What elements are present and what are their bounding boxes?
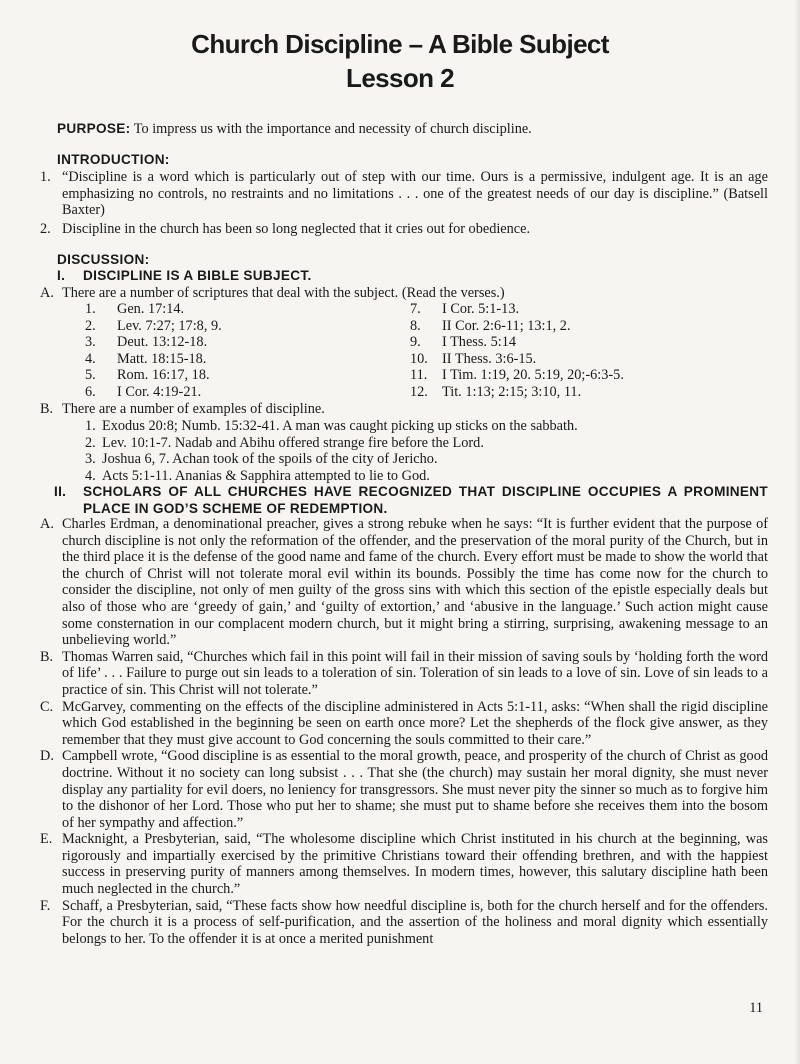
- section-2-heading-row: [40, 484, 768, 517]
- example-item: [85, 468, 770, 485]
- scripture-number: 10.: [410, 350, 428, 367]
- section-2-marker: II.: [54, 484, 67, 499]
- scripture-number: 6.: [85, 383, 96, 400]
- section-1-heading: DISCIPLINE IS A BIBLE SUBJECT.: [83, 268, 312, 283]
- scripture-number: 12.: [410, 383, 428, 400]
- intro-item: [40, 221, 768, 238]
- quote-text: Campbell wrote, “Good discipline is as essential to the moral growth, peace, and prosperity of the church of Christ as good doctrine. Without it no society can long subsist . . . That she (the church) may sustain her moral dignity, she must never display any partiality for evil doers, no leniency for transgressors. She must never pity the sinner so much as to forgive him to the dishonor of her Lord. Those who put her to shame; she must put to shame before she receives them into the bosom of her sympathy and affection.”: [62, 748, 768, 831]
- intro-marker: 1.: [40, 169, 51, 185]
- quote-marker: C.: [40, 698, 54, 715]
- example-number: 2.: [85, 434, 96, 451]
- section-2-heading: SCHOLARS OF ALL CHURCHES HAVE RECOGNIZED THAT DISCIPLINE OCCUPIES A PROMINENT PLACE IN GOD’S SCHEME OF REDEMPTION.: [83, 484, 768, 516]
- section-1-heading-row: [40, 268, 768, 285]
- scripture-number: 8.: [410, 317, 421, 334]
- scripture-ref: Rom. 16:17, 18.: [117, 367, 210, 384]
- title-line-1: Church Discipline – A Bible Subject: [191, 29, 609, 59]
- intro-text: “Discipline is a word which is particularly out of step with our time. Ours is a permissive, indulgent age. It is an age emphasizing no controls, no restraints and no limitations . . . one of the greatest needs of our day is discipline.” (Batsell Baxter): [62, 169, 768, 219]
- quote-item: [40, 898, 768, 948]
- scripture-number: 5.: [85, 367, 96, 384]
- scripture-ref: I Cor. 4:19-21.: [117, 383, 202, 400]
- example-text: Joshua 6, 7. Achan took of the spoils of the city of Jericho.: [102, 451, 438, 468]
- purpose-label: PURPOSE:: [57, 121, 131, 136]
- page-title: [0, 27, 800, 95]
- quote-text: Macknight, a Presbyterian, said, “The wholesome discipline which Christ instituted in his church at the beginning, was rigorously and impartially exercised by the primitive Christians toward their offending brethren, and with the happiest success in preserving purity of manners among themselves. In modern times, however, this salutary discipline hath been much neglected in the church.”: [62, 831, 768, 898]
- point-a: [40, 285, 768, 302]
- example-item: [85, 435, 770, 452]
- point-a-marker: A.: [40, 284, 54, 301]
- point-a-text: There are a number of scriptures that deal with the subject. (Read the verses.): [62, 284, 505, 301]
- example-number: 4.: [85, 467, 96, 484]
- quotes-list: [40, 516, 768, 947]
- scripture-number: 11.: [410, 367, 428, 384]
- section-2: [40, 484, 768, 517]
- section-1-marker: I.: [57, 268, 66, 283]
- quote-marker: D.: [40, 748, 54, 765]
- quote-item: [40, 516, 768, 649]
- example-text: Lev. 10:1-7. Nadab and Abihu offered strange fire before the Lord.: [102, 434, 484, 451]
- quote-item: [40, 649, 768, 699]
- scripture-number: 7.: [410, 301, 421, 317]
- introduction-list: [40, 169, 768, 237]
- page-edge-shadow: [794, 0, 800, 1064]
- discussion-heading: DISCUSSION:: [57, 252, 150, 267]
- scripture-number: 9.: [410, 334, 421, 351]
- scripture-number: 4.: [85, 350, 96, 367]
- page-number: 11: [749, 1000, 763, 1016]
- scripture-ref: Lev. 7:27; 17:8, 9.: [117, 317, 222, 334]
- examples-list: [85, 418, 770, 484]
- point-b-marker: B.: [40, 401, 54, 417]
- quote-item: [40, 831, 768, 897]
- section-1: [40, 268, 768, 301]
- example-text: Exodus 20:8; Numb. 15:32-41. A man was caught picking up sticks on the sabbath.: [102, 418, 578, 434]
- title-line-2: Lesson 2: [346, 63, 454, 93]
- intro-marker: 2.: [40, 220, 51, 237]
- scripture-ref: Gen. 17:14.: [117, 301, 185, 317]
- scripture-ref: I Thess. 5:14: [442, 334, 516, 351]
- quote-marker: E.: [40, 831, 53, 848]
- purpose-paragraph: [57, 121, 770, 138]
- example-number: 1.: [85, 418, 96, 434]
- example-item: [85, 451, 770, 468]
- quote-text: Thomas Warren said, “Churches which fail in this point will fail in their mission of saving souls by ‘holding forth the word of life’ . . . Failure to purge out sin leads to a toleration of sin. Toleration of sin leads to a love of sin. Love of sin leads to a practice of sin. This Christ will not tolerate.”: [62, 648, 768, 698]
- purpose-text: To impress us with the importance and necessity of church discipline.: [133, 121, 532, 137]
- point-b: [40, 401, 768, 418]
- scripture-number: 1.: [85, 301, 96, 317]
- scripture-ref: II Thess. 3:6-15.: [442, 350, 537, 367]
- quote-text: McGarvey, commenting on the effects of the discipline administered in Acts 5:1-11, asks: “When shall the rigid discipline which God established in the beginning be seen on earth once more? Let the shepherds of the flock give answer, as they remember that they must give account to God concerning the souls committed to their care.”: [62, 698, 768, 748]
- introduction-heading: INTRODUCTION:: [57, 152, 170, 167]
- point-b-row: [40, 401, 768, 418]
- scripture-ref: Deut. 13:12-18.: [117, 334, 208, 351]
- example-item: [85, 418, 770, 435]
- example-number: 3.: [85, 451, 96, 468]
- scripture-ref: Tit. 1:13; 2:15; 3:10, 11.: [442, 383, 582, 400]
- scripture-ref: I Tim. 1:19, 20. 5:19, 20;-6:3-5.: [442, 367, 624, 384]
- scripture-number: 2.: [85, 317, 96, 334]
- example-text: Acts 5:1-11. Ananias & Sapphira attempted to lie to God.: [102, 467, 430, 484]
- quote-text: Schaff, a Presbyterian, said, “These facts show how needful discipline is, both for the church herself and for the offenders. For the church it is a process of self-purification, and the assertion of the holiness and moral dignity which essentially belongs to her. To the offender it is at once a merited punishment: [62, 897, 768, 947]
- quote-item: [40, 699, 768, 749]
- intro-item: [40, 169, 768, 219]
- quote-item: [40, 748, 768, 831]
- scripture-ref: II Cor. 2:6-11; 13:1, 2.: [442, 317, 571, 334]
- scripture-ref: I Cor. 5:1-13.: [442, 301, 520, 317]
- point-b-text: There are a number of examples of discipline.: [62, 401, 325, 417]
- quote-marker: A.: [40, 516, 54, 532]
- scripture-ref: Matt. 18:15-18.: [117, 350, 207, 367]
- quote-marker: B.: [40, 648, 54, 665]
- quote-marker: F.: [40, 897, 51, 914]
- intro-text: Discipline in the church has been so long neglected that it cries out for obedience.: [62, 220, 531, 237]
- quote-text: Charles Erdman, a denominational preacher, gives a strong rebuke when he says: “It is further evident that the purpose of church discipline is not only the reformation of the offender, and the preservation of the moral purity of the Church, but in the third place it is the defense of the good name and fame of the church. Every effort must be made to show the world that the church of Christ will not tolerate moral evil within its bounds. Possibly the time has come now for the church to consider the discipline, not only of men guilty of the gross sins with which this section of the epistle especially deals but also of those who are ‘greedy of gain,’ and ‘guilty of extortion,’ and ‘abusive in the language.’ Such action might cause some consternation in our complacent modern church, but it might bring a stirring, surprising, awakening message to an unbelieving world.”: [62, 516, 768, 649]
- scripture-number: 3.: [85, 334, 96, 351]
